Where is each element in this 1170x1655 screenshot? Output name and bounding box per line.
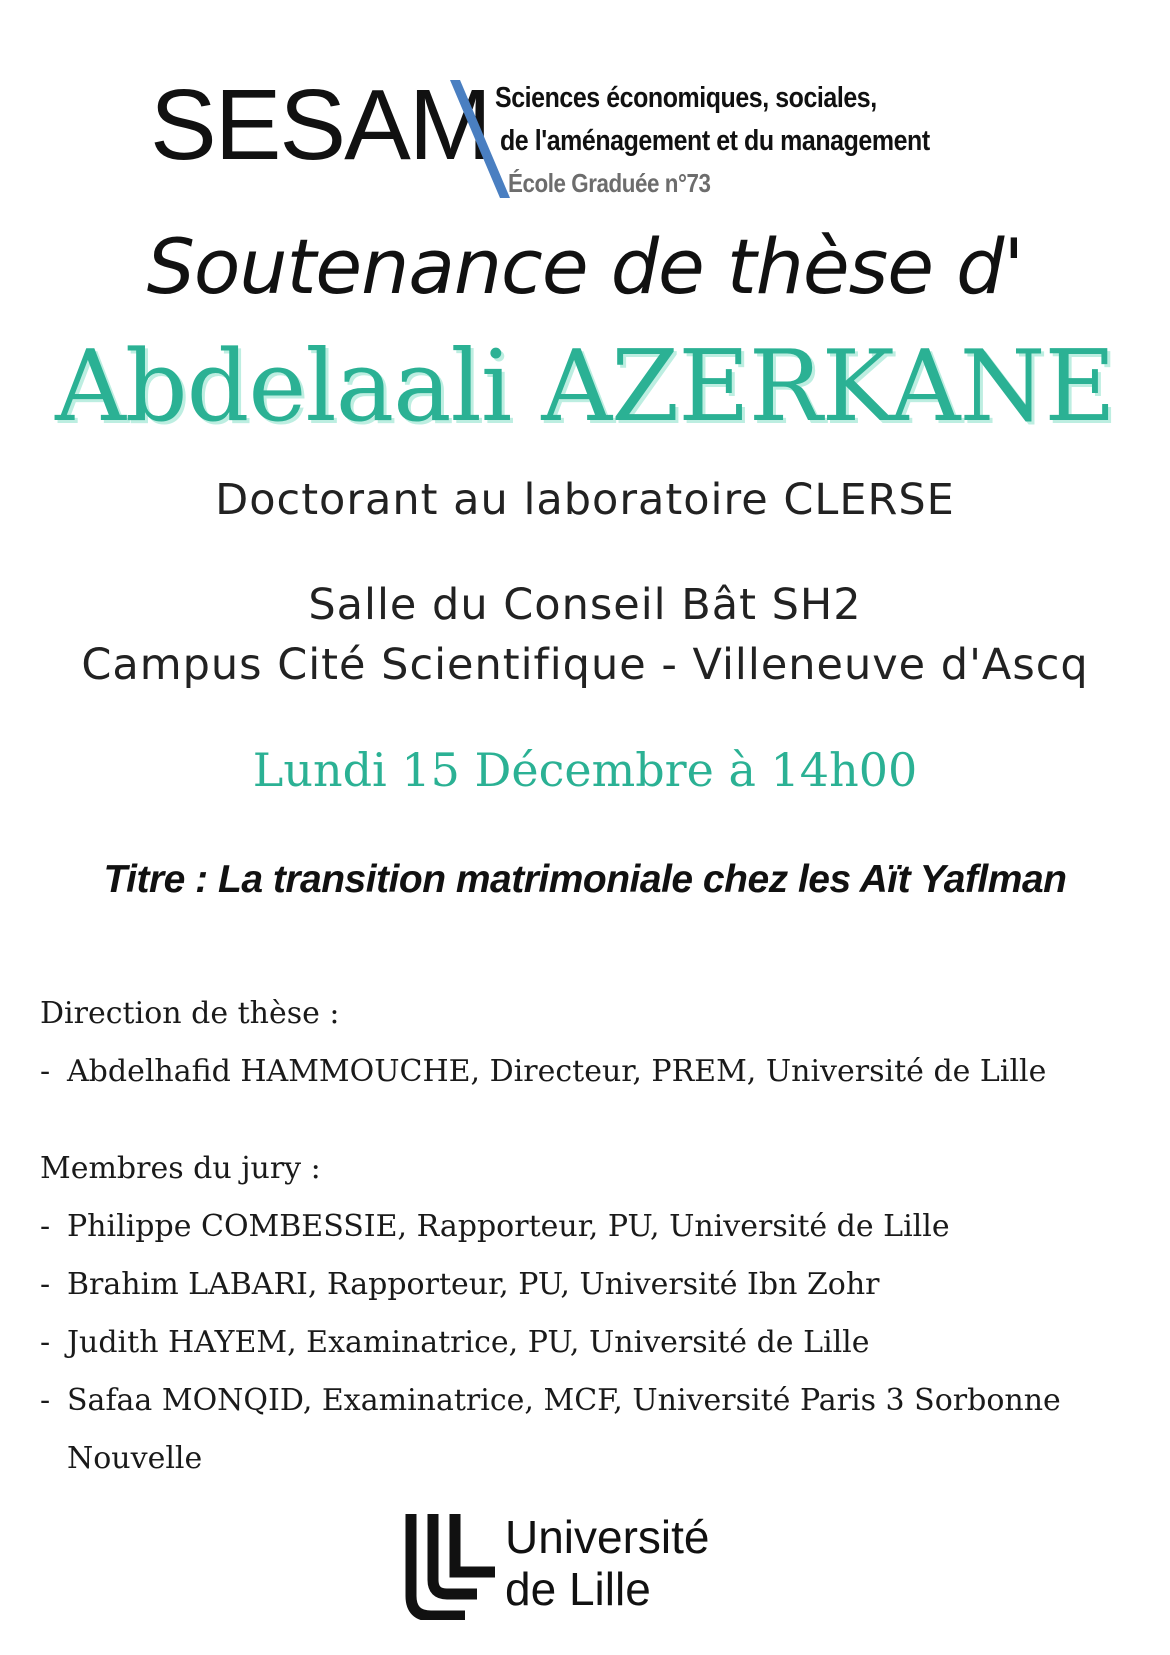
sesam-tagline-line1: Sciences économiques, sociales, — [495, 82, 877, 114]
event-datetime: Lundi 15 Décembre à 14h00 — [252, 743, 918, 797]
candidate-name: Abdelaali AZERKANE — [55, 330, 1115, 444]
list-marker: - — [40, 1209, 51, 1244]
ulille-monogram-icon — [405, 1510, 500, 1620]
jury-member — [40, 1314, 1140, 1372]
list-marker: - — [40, 1383, 51, 1418]
direction-member — [40, 1043, 1140, 1101]
jury-member — [40, 1198, 1140, 1256]
sesam-logo-word: SESAM — [150, 69, 491, 181]
jury-member — [40, 1372, 1107, 1488]
jury-member-text: Philippe COMBESSIE, Rapporteur, PU, Université de Lille — [67, 1209, 950, 1244]
list-marker: - — [40, 1267, 51, 1302]
jury-section — [40, 1140, 1140, 1488]
university-logo — [405, 1510, 785, 1630]
venue-room: Salle du Conseil Bât SH2 — [308, 580, 862, 630]
university-name-line2: de Lille — [505, 1563, 651, 1615]
defense-heading: Soutenance de thèse d' — [146, 222, 1024, 311]
candidate-affiliation: Doctorant au laboratoire CLERSE — [215, 475, 955, 525]
jury-member — [40, 1256, 1140, 1314]
list-marker: - — [40, 1325, 51, 1360]
university-name-line1: Université — [505, 1511, 710, 1563]
direction-member-text: Abdelhafid HAMMOUCHE, Directeur, PREM, Université de Lille — [67, 1054, 1047, 1089]
jury-member-text: Safaa MONQID, Examinatrice, MCF, Université Paris 3 Sorbonne Nouvelle — [67, 1383, 1061, 1476]
direction-heading: Direction de thèse : — [40, 996, 340, 1031]
sesam-logo — [150, 70, 950, 210]
jury-member-text: Brahim LABARI, Rapporteur, PU, Université Ibn Zohr — [67, 1267, 880, 1302]
jury-heading: Membres du jury : — [40, 1151, 321, 1186]
thesis-title: Titre : La transition matrimoniale chez les Aït Yaflman — [103, 858, 1067, 901]
sesam-tagline-line3: École Graduée n°73 — [508, 168, 711, 198]
jury-member-text: Judith HAYEM, Examinatrice, PU, Université de Lille — [67, 1325, 870, 1360]
venue-campus: Campus Cité Scientifique - Villeneuve d'Ascq — [81, 640, 1089, 690]
sesam-tagline-line2: de l'aménagement et du management — [500, 125, 930, 157]
list-marker: - — [40, 1054, 51, 1089]
thesis-direction-section — [40, 985, 1140, 1101]
